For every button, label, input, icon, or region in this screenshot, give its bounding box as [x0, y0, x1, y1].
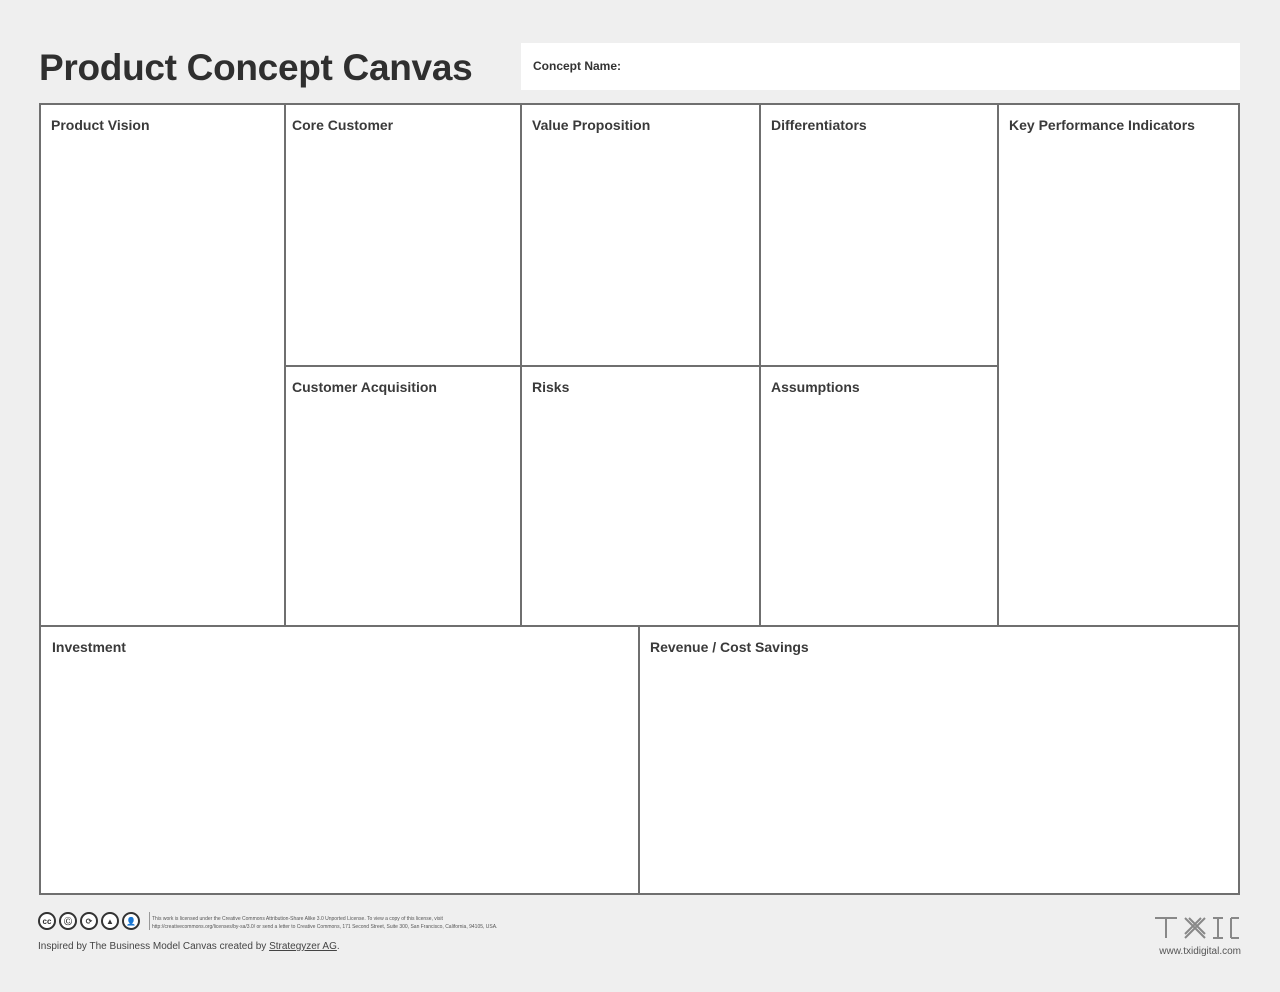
value-proposition-label: Value Proposition [532, 117, 651, 133]
inspired-prefix: Inspired by The Business Model Canvas created by [38, 941, 267, 952]
concept-name-field[interactable] [521, 43, 1240, 90]
cc-icon: cc [38, 912, 56, 930]
website-link[interactable]: www.txidigital.com [1159, 946, 1241, 957]
differentiators-section[interactable] [759, 103, 999, 367]
assumptions-section[interactable] [759, 365, 999, 627]
license-icons [38, 912, 150, 934]
canvas-grid [39, 103, 1240, 895]
differentiators-label: Differentiators [771, 117, 867, 133]
license-line-2: http://creativecommons.org/licenses/by-sa/3.0/ or send a letter to Creative Commons, 171 Second Street, Suite 300, San Francisco, California, 94105, USA. [152, 924, 498, 930]
share-alike-icon: ⟳ [80, 912, 98, 930]
by-icon: Ⓒ [59, 912, 77, 930]
revenue-label: Revenue / Cost Savings [650, 639, 809, 655]
core-customer-label: Core Customer [292, 117, 394, 133]
investment-section[interactable] [39, 625, 640, 895]
txi-logo-icon[interactable] [1153, 914, 1241, 942]
kpi-label: Key Performance Indicators [1009, 117, 1195, 133]
kpi-section[interactable] [997, 103, 1240, 627]
assumptions-label: Assumptions [771, 379, 860, 395]
concept-name-label: Concept Name: [533, 59, 622, 73]
footer-right [1141, 914, 1241, 962]
risks-section[interactable] [520, 365, 761, 627]
footer-divider [149, 912, 150, 930]
noncommercial-icon: ▲ [101, 912, 119, 930]
revenue-section[interactable] [638, 625, 1240, 895]
inspired-credit [38, 941, 340, 952]
risks-label: Risks [532, 379, 570, 395]
footer-left [38, 912, 558, 960]
license-line-1: This work is licensed under the Creative Commons Attribution-Share Alike 3.0 Unported License. To view a copy of this license, visit [152, 916, 443, 922]
strategyzer-link[interactable]: Strategyzer AG [269, 941, 337, 952]
attribution-icon: 👤 [122, 912, 140, 930]
value-proposition-section[interactable] [520, 103, 761, 367]
core-customer-section[interactable] [284, 103, 522, 367]
investment-label: Investment [52, 639, 126, 655]
product-vision-section[interactable] [39, 103, 286, 627]
license-text [152, 915, 552, 931]
customer-acquisition-label: Customer Acquisition [292, 379, 437, 395]
customer-acquisition-section[interactable] [284, 365, 522, 627]
product-vision-label: Product Vision [51, 117, 150, 133]
page-title: Product Concept Canvas [39, 47, 473, 88]
inspired-suffix: . [336, 941, 340, 952]
